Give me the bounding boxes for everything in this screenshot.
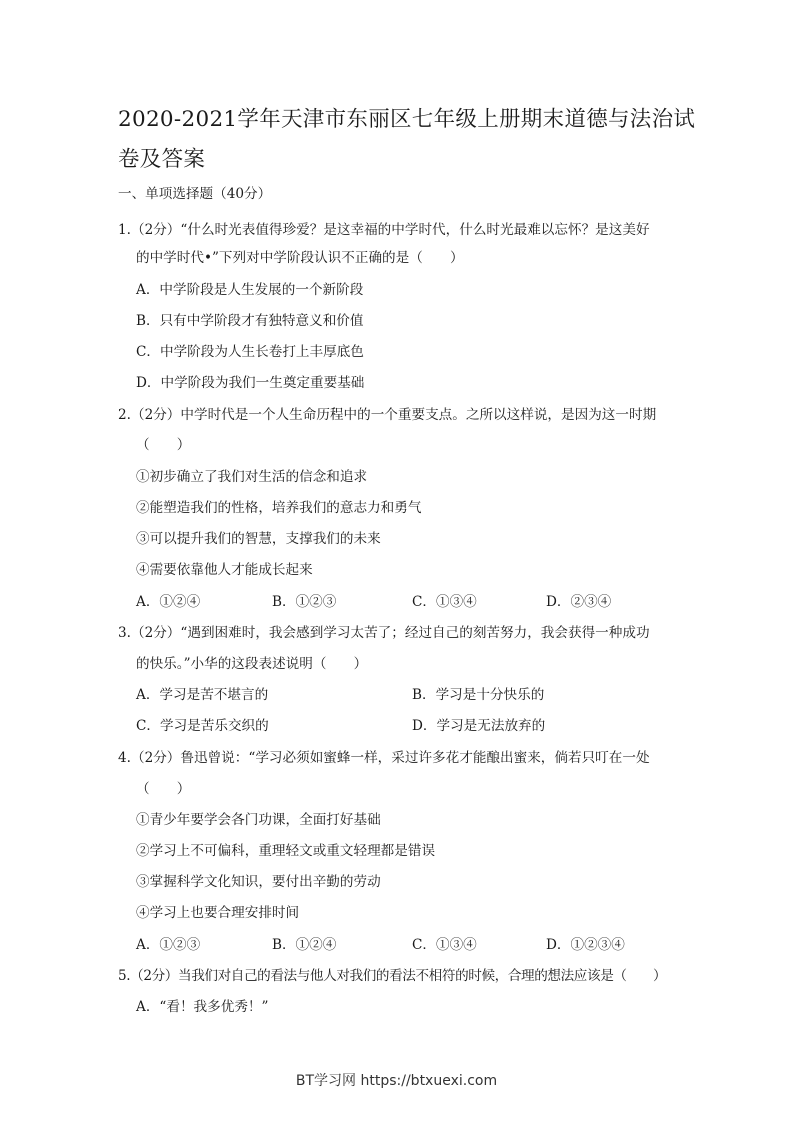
q1-option-b: B．只有中学阶段才有独特意义和价值 [136,313,364,329]
q2-statement-3: ③可以提升我们的智慧，支撑我们的未来 [136,531,381,547]
q3-stem-line2: 的快乐。”小华的这段表述说明（ ） [136,656,368,672]
q5-stem-line1: 5.（2分）当我们对自己的看法与他人对我们的看法不相符的时候，合理的想法应该是（ ） [118,968,667,984]
q2-statement-4: ④需要依靠他人才能成长起来 [136,562,313,578]
q3-option-c: C．学习是苦乐交织的 [136,718,269,734]
q4-statement-2: ②学习上不可偏科，重理轻文或重文轻理都是错误 [136,843,436,859]
q4-stem-line2: （ ） [136,781,191,797]
q3-option-a: A．学习是苦不堪言的 [136,687,269,703]
q5-option-a: A．“看！我多优秀！” [136,999,269,1015]
q2-option-c: C．①③④ [412,594,477,610]
q2-option-b: B．①②③ [272,594,337,610]
q2-statement-1: ①初步确立了我们对生活的信念和追求 [136,469,368,485]
q1-stem-line2: 的中学时代•”下列对中学阶段认识不正确的是（ ） [136,250,464,266]
q1-option-d: D．中学阶段为我们一生奠定重要基础 [136,375,365,391]
q1-stem-line1: 1.（2分）“什么时光表值得珍爱？是这幸福的中学时代，什么时光最难以忘怀？是这美好 [118,222,650,238]
q4-option-d: D．①②③④ [546,937,625,953]
q2-stem-line1: 2.（2分）中学时代是一个人生命历程中的一个重要支点。之所以这样说，是因为这一时期 [118,407,657,423]
q3-option-b: B．学习是十分快乐的 [412,687,545,703]
q4-option-a: A．①②③ [136,937,201,953]
q3-stem-line1: 3.（2分）“遇到困难时，我会感到学习太苦了；经过自己的刻苦努力，我会获得一种成功 [118,625,650,641]
q2-statement-2: ②能塑造我们的性格，培养我们的意志力和勇气 [136,500,422,516]
q2-stem-line2: （ ） [136,437,191,453]
q1-option-a: A．中学阶段是人生发展的一个新阶段 [136,282,364,298]
q4-option-b: B．①②④ [272,937,337,953]
q2-option-a: A．①②④ [136,594,201,610]
document-title: 2020-2021学年天津市东丽区七年级上册期末道德与法治试卷及答案 [118,107,696,172]
q4-stem-line1: 4.（2分）鲁迅曾说：“学习必须如蜜蜂一样，采过许多花才能酿出蜜来，倘若只叮在一处 [118,750,650,766]
q4-option-c: C．①③④ [412,937,477,953]
q4-statement-3: ③掌握科学文化知识，要付出辛勤的劳动 [136,874,381,890]
q4-statement-1: ①青少年要学会各门功课，全面打好基础 [136,812,381,828]
q1-option-c: C．中学阶段为人生长卷打上丰厚底色 [136,344,364,360]
page-footer-watermark: BT学习网 https://btxuexi.com [295,1073,498,1089]
q4-statement-4: ④学习上也要合理安排时间 [136,905,300,921]
section-heading: 一、单项选择题（40分） [118,186,272,202]
q3-option-d: D．学习是无法放弃的 [412,718,546,734]
q2-option-d: D．②③④ [546,594,612,610]
